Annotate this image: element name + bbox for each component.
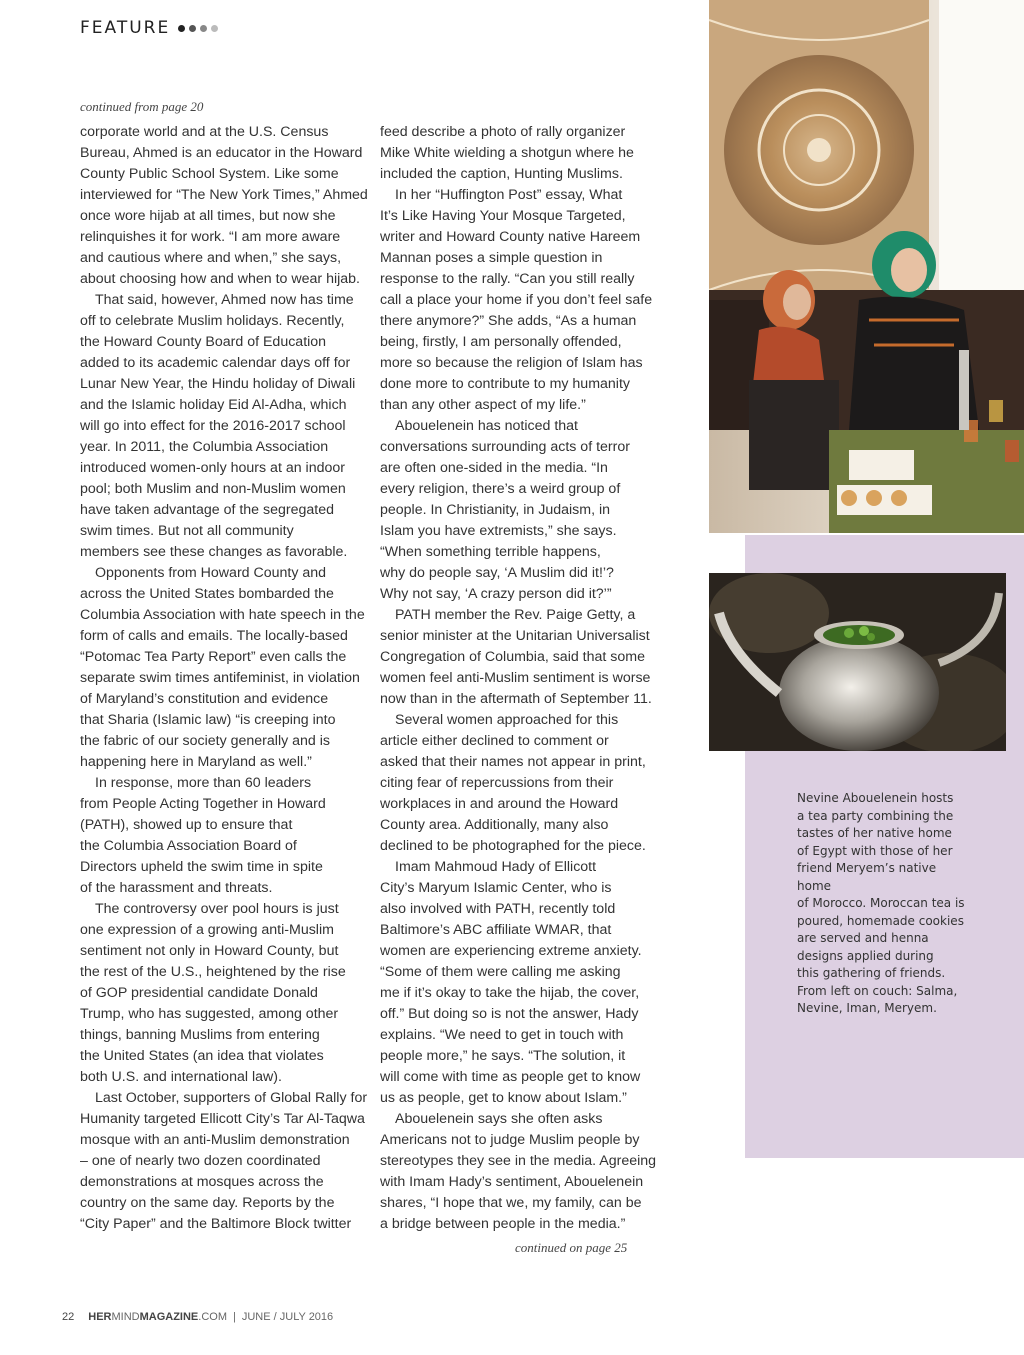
article-line: Humanity targeted Ellicott City’s Tar Al-Taqwa bbox=[80, 1111, 365, 1127]
page-number: 22 bbox=[62, 1311, 75, 1323]
article-line: swim times. But not all community bbox=[80, 523, 294, 539]
article-line: of the harassment and threats. bbox=[80, 880, 273, 896]
article-line: conversations surrounding acts of terror bbox=[380, 439, 630, 455]
article-line: Mannan poses a simple question in bbox=[380, 250, 603, 266]
article-line: of GOP presidential candidate Donald bbox=[80, 985, 318, 1001]
article-line: feed describe a photo of rally organizer bbox=[380, 124, 626, 140]
article-line: The controversy over pool hours is just bbox=[95, 901, 339, 917]
article-line: Opponents from Howard County and bbox=[95, 565, 327, 581]
tea-party-photo-illustration bbox=[709, 0, 1024, 533]
article-column-1 bbox=[80, 122, 370, 1235]
article-line: citing fear of repercussions from their bbox=[380, 775, 614, 791]
article-line: will go into effect for the 2016-2017 school bbox=[80, 418, 346, 434]
article-line: response to the rally. “Can you still really bbox=[380, 271, 635, 287]
article-line: that Sharia (Islamic law) “is creeping into bbox=[80, 712, 336, 728]
article-line: writer and Howard County native Hareem bbox=[380, 229, 641, 245]
article-line: more so because the religion of Islam has bbox=[380, 355, 643, 371]
dot-icon bbox=[211, 25, 218, 32]
article-line: Abouelenein has noticed that bbox=[395, 418, 579, 434]
article-paragraph bbox=[380, 185, 660, 416]
article-line: (PATH), showed up to ensure that bbox=[80, 817, 293, 833]
article-line: the fabric of our society generally and is bbox=[80, 733, 330, 749]
article-line: and cautious where and when,” she says, bbox=[80, 250, 342, 266]
article-line: have taken advantage of the segregated bbox=[80, 502, 334, 518]
article-line: workplaces in and around the Howard bbox=[380, 796, 619, 812]
magazine-url-her: HER bbox=[88, 1311, 112, 1323]
article-paragraph bbox=[80, 1088, 370, 1235]
continued-from-note: continued from page 20 bbox=[80, 99, 204, 114]
article-paragraph bbox=[380, 605, 660, 710]
article-line: across the United States bombarded the bbox=[80, 586, 334, 602]
teapot-photo-illustration bbox=[709, 573, 1006, 751]
caption-line: poured, homemade cookies bbox=[797, 913, 964, 928]
article-paragraph bbox=[80, 899, 370, 1088]
article-line: mosque with an anti-Muslim demonstration bbox=[80, 1132, 350, 1148]
article-line: separate swim times antifeminist, in violation bbox=[80, 670, 360, 686]
article-line: and the Islamic holiday Eid Al-Adha, which bbox=[80, 397, 347, 413]
article-line: country on the same day. Reports by the bbox=[80, 1195, 335, 1211]
article-line: Baltimore’s ABC affiliate WMAR, that bbox=[380, 922, 612, 938]
caption-line: of Morocco. Moroccan tea is bbox=[797, 896, 965, 910]
article-line: senior minister at the Unitarian Universalist bbox=[380, 628, 650, 644]
article-line: year. In 2011, the Columbia Association bbox=[80, 439, 329, 455]
article-line: women feel anti-Muslim sentiment is worse bbox=[380, 670, 651, 686]
article-line: “Some of them were calling me asking bbox=[380, 964, 621, 980]
article-line: a bridge between people in the media.” bbox=[380, 1216, 626, 1232]
section-dots bbox=[178, 25, 218, 32]
article-line: there anymore?” She adds, “As a human bbox=[380, 313, 637, 329]
tea-party-photo bbox=[709, 0, 1024, 533]
article-line: than any other aspect of my life.” bbox=[380, 397, 586, 413]
article-line: asked that their names not appear in print, bbox=[380, 754, 646, 770]
article-line: every religion, there’s a weird group of bbox=[380, 481, 621, 497]
article-column-2 bbox=[380, 122, 660, 1235]
caption-line: Nevine Abouelenein hosts bbox=[797, 791, 954, 805]
article-line: Last October, supporters of Global Rally for bbox=[95, 1090, 368, 1106]
article-line: the rest of the U.S., heightened by the rise bbox=[80, 964, 346, 980]
article-line: once wore hijab at all times, but now she bbox=[80, 208, 336, 224]
article-line: now than in the aftermath of September 11. bbox=[380, 691, 652, 707]
caption-line: of Egypt with those of her bbox=[797, 843, 953, 858]
article-line: off to celebrate Muslim holidays. Recently, bbox=[80, 313, 345, 329]
article-line: interviewed for “The New York Times,” Ahmed bbox=[80, 187, 368, 203]
article-line: women are experiencing extreme anxiety. bbox=[380, 943, 642, 959]
article-paragraph bbox=[380, 416, 660, 605]
article-paragraph bbox=[80, 290, 370, 563]
article-line: about choosing how and when to wear hijab. bbox=[80, 271, 361, 287]
article-line: things, banning Muslims from entering bbox=[80, 1027, 320, 1043]
article-line: Lunar New Year, the Hindu holiday of Diwali bbox=[80, 376, 356, 392]
caption-line: designs applied during bbox=[797, 948, 934, 963]
dot-icon bbox=[178, 25, 185, 32]
article-line: introduced women-only hours at an indoor bbox=[80, 460, 345, 476]
article-line: Columbia Association with hate speech in the bbox=[80, 607, 365, 623]
page-footer bbox=[62, 1311, 333, 1323]
article-line: call a place your home if you don’t feel safe bbox=[380, 292, 653, 308]
article-line: Americans not to judge Muslim people by bbox=[380, 1132, 640, 1148]
article-line: the Columbia Association Board of bbox=[80, 838, 297, 854]
magazine-url bbox=[88, 1311, 227, 1323]
article-line: done more to contribute to my humanity bbox=[380, 376, 630, 392]
caption-line: this gathering of friends. bbox=[797, 966, 946, 980]
article-line: City’s Maryum Islamic Center, who is bbox=[380, 880, 612, 896]
article-line: added to its academic calendar days off for bbox=[80, 355, 351, 371]
caption-line: friend Meryem’s native home bbox=[797, 861, 937, 893]
article-line: Imam Mahmoud Hady of Ellicott bbox=[395, 859, 597, 875]
article-line: Mike White wielding a shotgun where he bbox=[380, 145, 634, 161]
article-line: corporate world and at the U.S. Census bbox=[80, 124, 329, 140]
section-header bbox=[80, 18, 218, 38]
article-line: It’s Like Having Your Mosque Targeted, bbox=[380, 208, 626, 224]
article-line: the United States (an idea that violates bbox=[80, 1048, 324, 1064]
article-line: Why not say, ‘A crazy person did it?’” bbox=[380, 586, 612, 602]
dot-icon bbox=[189, 25, 196, 32]
article-line: Congregation of Columbia, said that some bbox=[380, 649, 645, 665]
caption-line: a tea party combining the bbox=[797, 808, 954, 823]
article-paragraph bbox=[80, 563, 370, 773]
article-line: “Potomac Tea Party Report” even calls the bbox=[80, 649, 347, 665]
article-line: explains. “We need to get in touch with bbox=[380, 1027, 624, 1043]
article-line: declined to be photographed for the piece. bbox=[380, 838, 646, 854]
article-line: Trump, who has suggested, among other bbox=[80, 1006, 339, 1022]
article-paragraph bbox=[80, 122, 370, 290]
article-line: sentiment not only in Howard County, but bbox=[80, 943, 339, 959]
article-line: being, firstly, I am personally offended, bbox=[380, 334, 622, 350]
article-line: us as people, get to know about Islam.” bbox=[380, 1090, 627, 1106]
article-line: happening here in Maryland as well.” bbox=[80, 754, 312, 770]
article-line: the Howard County Board of Education bbox=[80, 334, 327, 350]
caption-line: From left on couch: Salma, bbox=[797, 983, 958, 998]
dot-icon bbox=[200, 25, 207, 32]
teapot-photo bbox=[709, 573, 1006, 751]
article-line: That said, however, Ahmed now has time bbox=[95, 292, 354, 308]
article-line: form of calls and emails. The locally-based bbox=[80, 628, 348, 644]
issue-date: JUNE / JULY 2016 bbox=[241, 1311, 334, 1323]
article-line: also involved with PATH, recently told bbox=[380, 901, 616, 917]
magazine-url-mind: MIND bbox=[111, 1311, 140, 1323]
article-line: one expression of a growing anti-Muslim bbox=[80, 922, 334, 938]
magazine-url-com: .COM bbox=[198, 1311, 227, 1323]
article-line: Directors upheld the swim time in spite bbox=[80, 859, 323, 875]
article-line: In response, more than 60 leaders bbox=[95, 775, 312, 791]
article-line: Abouelenein says she often asks bbox=[395, 1111, 603, 1127]
article-line: pool; both Muslim and non-Muslim women bbox=[80, 481, 346, 497]
article-paragraph bbox=[80, 773, 370, 899]
article-line: people more,” he says. “The solution, it bbox=[380, 1048, 626, 1064]
article-line: County area. Additionally, many also bbox=[380, 817, 609, 833]
article-line: demonstrations at mosques across the bbox=[80, 1174, 324, 1190]
article-line: PATH member the Rev. Paige Getty, a bbox=[395, 607, 636, 623]
caption-line: Nevine, Iman, Meryem. bbox=[797, 1001, 937, 1015]
article-line: from People Acting Together in Howard bbox=[80, 796, 326, 812]
article-line: County Public School System. Like some bbox=[80, 166, 339, 182]
article-line: will come with time as people get to know bbox=[380, 1069, 641, 1085]
caption-line: are served and henna bbox=[797, 931, 929, 945]
article-line: shares, “I hope that we, my family, can be bbox=[380, 1195, 642, 1211]
article-line: article either declined to comment or bbox=[380, 733, 609, 749]
article-line: – one of nearly two dozen coordinated bbox=[80, 1153, 321, 1169]
magazine-url-magazine: MAGAZINE bbox=[139, 1311, 199, 1323]
article-line: Several women approached for this bbox=[395, 712, 619, 728]
footer-separator: | bbox=[233, 1311, 236, 1323]
article-paragraph bbox=[380, 710, 660, 857]
article-line: In her “Huffington Post” essay, What bbox=[395, 187, 623, 203]
article-line: why do people say, ‘A Muslim did it!’? bbox=[380, 565, 614, 581]
article-line: are often one-sided in the media. “In bbox=[380, 460, 608, 476]
article-line: both U.S. and international law). bbox=[80, 1069, 282, 1085]
article-line: of Maryland’s constitution and evidence bbox=[80, 691, 329, 707]
article-paragraph bbox=[380, 857, 660, 1109]
article-line: members see these changes as favorable. bbox=[80, 544, 348, 560]
photo-caption bbox=[797, 790, 967, 1018]
article-line: “When something terrible happens, bbox=[380, 544, 601, 560]
article-paragraph bbox=[380, 1109, 660, 1235]
article-line: “City Paper” and the Baltimore Block twitter bbox=[80, 1216, 352, 1232]
article-line: Islam you have extremists,” she says. bbox=[380, 523, 617, 539]
article-line: with Imam Hady’s sentiment, Abouelenein bbox=[380, 1174, 644, 1190]
article-paragraph bbox=[380, 122, 660, 185]
article-line: relinquishes it for work. “I am more aware bbox=[80, 229, 341, 245]
section-label: FEATURE bbox=[80, 18, 171, 38]
article-line: Bureau, Ahmed is an educator in the Howard bbox=[80, 145, 363, 161]
article-line: off.” But doing so is not the answer, Hady bbox=[380, 1006, 639, 1022]
article-line: stereotypes they see in the media. Agreeing bbox=[380, 1153, 657, 1169]
caption-line: tastes of her native home bbox=[797, 826, 952, 840]
article-line: included the caption, Hunting Muslims. bbox=[380, 166, 623, 182]
article-line: me if it’s okay to take the hijab, the cover, bbox=[380, 985, 640, 1001]
article-line: people. In Christianity, in Judaism, in bbox=[380, 502, 610, 518]
continued-on-note: continued on page 25 bbox=[515, 1240, 628, 1255]
